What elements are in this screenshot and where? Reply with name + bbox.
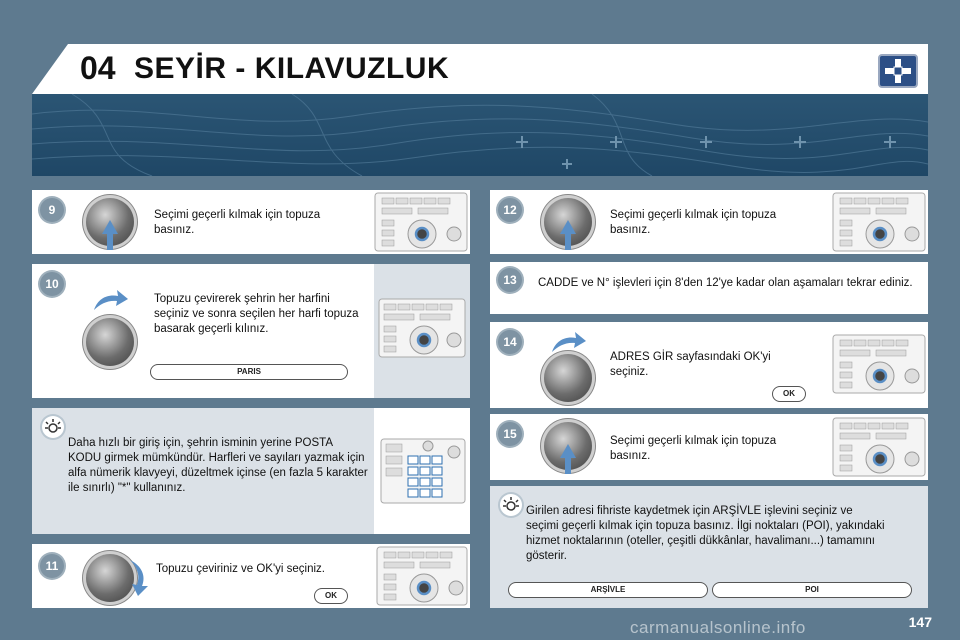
control-panel-icon: [374, 192, 468, 252]
rotate-arrow-icon: [548, 330, 588, 354]
step-number-badge: 15: [498, 422, 522, 446]
arsivle-pill: ARŞİVLE: [508, 582, 708, 598]
step-10-panel: [32, 264, 470, 398]
poi-pill: POI: [712, 582, 912, 598]
rotate-arrow-icon: [128, 558, 152, 598]
ok-pill: OK: [772, 386, 806, 402]
control-panel-icon: [376, 546, 468, 606]
push-arrow-stem: [565, 232, 571, 250]
step-number-badge: 14: [498, 330, 522, 354]
step-11-text: Topuzu çeviriniz ve OK'yi seçiniz.: [156, 563, 326, 575]
push-arrow-icon: [560, 444, 576, 458]
paris-pill: PARIS: [150, 364, 348, 380]
step-number-badge: 13: [498, 268, 522, 292]
step-number-badge: 11: [40, 554, 64, 578]
step-15-text: Seçimi geçerli kılmak için topuza basınız.: [610, 435, 777, 462]
tip-2-panel: [490, 486, 928, 608]
push-arrow-stem: [565, 456, 571, 474]
knob-icon: [86, 318, 134, 366]
step-14-panel: [490, 322, 928, 408]
page-header: [32, 44, 928, 176]
step-13-text: CADDE ve N° işlevleri için 8'den 12'ye kadar olan aşamaları tekrar ediniz.: [538, 277, 913, 289]
tip-icon: [42, 416, 64, 438]
step-15-panel: [490, 414, 928, 480]
step-12-text: Seçimi geçerli kılmak için topuza basınız.: [610, 209, 777, 236]
knob-icon: [86, 554, 134, 602]
chapter-number: 04: [80, 50, 116, 86]
step-number-badge: 12: [498, 198, 522, 222]
step-9-text: Seçimi geçerli kılmak için topuza basınız.: [154, 209, 321, 236]
step-number-badge: 9: [40, 198, 64, 222]
step-13-panel: [490, 262, 928, 314]
keypad-icon: [380, 438, 466, 504]
navigation-icon: [878, 54, 918, 88]
tip-1-panel: [32, 408, 470, 534]
step-14-text: ADRES GİR sayfasındaki OK'yi seçiniz.: [610, 351, 771, 378]
step-11-panel: [32, 544, 470, 608]
page-title: SEYİR - KILAVUZLUK: [134, 52, 450, 85]
step-12-panel: [490, 190, 928, 254]
push-arrow-stem: [107, 232, 113, 250]
rotate-arrow-icon: [90, 288, 130, 312]
control-panel-icon: [832, 417, 926, 477]
watermark: carmanualsonline.info: [630, 618, 806, 637]
step-9-panel: [32, 190, 470, 254]
tip-2-text: Girilen adresi fihriste kaydetmek için ARŞİVLE işlevini seçiniz ve seçimi geçerli kılmak için topuza basınız. İlgi noktaları (POI), yakındaki hizmet noktalarının (oteller, çeşitli dükkânlar, havalimanı...) tamamını gösterir.: [526, 505, 885, 562]
push-arrow-icon: [560, 220, 576, 234]
control-panel-icon: [832, 192, 926, 252]
step-10-text: Topuzu çevirerek şehrin her harfini seçiniz ve sonra seçilen her harfi topuza basarak geçerli kılınız.: [154, 293, 359, 335]
knob-icon: [544, 354, 592, 402]
step-number-badge: 10: [40, 272, 64, 296]
page-number: 147: [908, 614, 932, 630]
ok-pill: OK: [314, 588, 348, 604]
push-arrow-icon: [102, 220, 118, 234]
control-panel-icon: [378, 298, 466, 358]
header-map-band: [32, 94, 928, 176]
tip-1-text: Daha hızlı bir giriş için, şehrin isminin yerine POSTA KODU girmek mümkündür. Harfleri ve sayıları yazmak için alfa nümerik klavyeyi, düzeltmek içinse (en fazla 5 karakter ile sınırlı) "*" kullanınız.: [68, 437, 368, 494]
tip-icon: [500, 494, 522, 516]
control-panel-icon: [832, 334, 926, 394]
